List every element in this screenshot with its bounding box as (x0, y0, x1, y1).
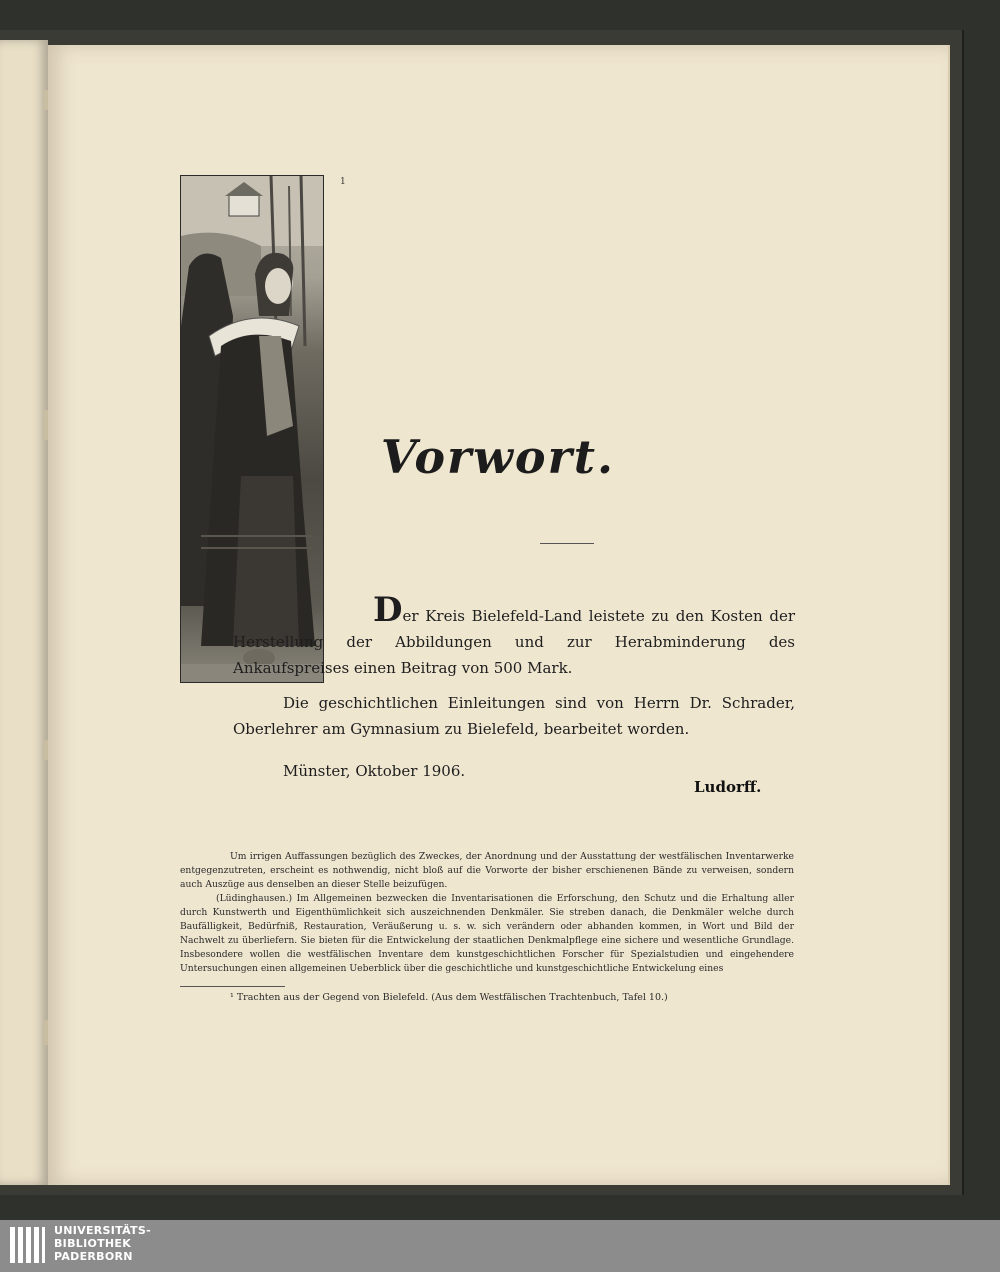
paragraph-1-text: er Kreis Bielefeld-Land leistete zu den Kosten der Herstellung der Abbildungen und zur Herabminderung des Ankaufspreises einen Beitrag von 500 Mark. (233, 607, 795, 677)
library-logo-bar (0, 1220, 1000, 1272)
illustration-footnote-marker: 1 (340, 177, 346, 187)
book-page (48, 45, 948, 1185)
library-logo-icon (10, 1225, 46, 1265)
logo-line-2: BIBLIOTHEK (54, 1237, 132, 1250)
library-logo-text (54, 1224, 151, 1263)
title-divider (540, 543, 594, 544)
drop-cap: D (373, 590, 403, 630)
small-paragraph-1: Um irrigen Auffassungen bezüglich des Zweckes, der Anordnung und der Ausstattung der westfälischen Inventarwerke entgegenzutreten, erscheint es nothwendig, nicht bloß auf die Vorworte der bisher erschienenen Bände zu verweisen, sondern auch Auszüge aus denselben an dieser Stelle beizufügen. (180, 851, 794, 890)
left-page-edge (0, 40, 48, 1185)
signature: Ludorff. (694, 778, 762, 796)
page-title: Vorwort. (380, 430, 616, 484)
small-paragraph-2: (Lüdinghausen.) Im Allgemeinen bezwecken die Inventarisationen die Erforschung, den Schutz und die Erhaltung aller durch Kunstwerth und Eigenthümlichkeit sich auszeichnenden Denkmäler. Sie streben danach, die Denkmäler welche durch Baufälligkeit, Bedürfniß, Restauration, Veräußerung u. s. w. sich verändern oder abhanden kommen, in Wort und Bild der Nachwelt zu überliefern. Sie bieten für die Entwickelung der staatlichen Denkmalpflege eine sichere und wesentliche Grundlage. Insbesondere wollen die westfälischen Inventare dem kunstgeschichtlichen Forscher für Spezialstudien und eingehendere Untersuchungen einen allgemeinen Ueberblick über die geschichtliche und kunstgeschichtliche Entwickelung eines (180, 893, 794, 974)
logo-line-1: UNIVERSITÄTS- (54, 1224, 151, 1237)
logo-line-3: PADERBORN (54, 1250, 133, 1263)
footnote: ¹ Trachten aus der Gegend von Bielefeld. (Aus dem Westfälischen Trachtenbuch, Tafel 10.) (230, 992, 668, 1003)
footnote-divider (180, 986, 285, 987)
paragraph-2: Die geschichtlichen Einleitungen sind von Herrn Dr. Schrader, Oberlehrer am Gymnasium zu Bielefeld, bearbeitet worden. (233, 694, 795, 738)
paragraph-1 (233, 590, 795, 681)
place-date: Münster, Oktober 1906. (283, 762, 466, 780)
